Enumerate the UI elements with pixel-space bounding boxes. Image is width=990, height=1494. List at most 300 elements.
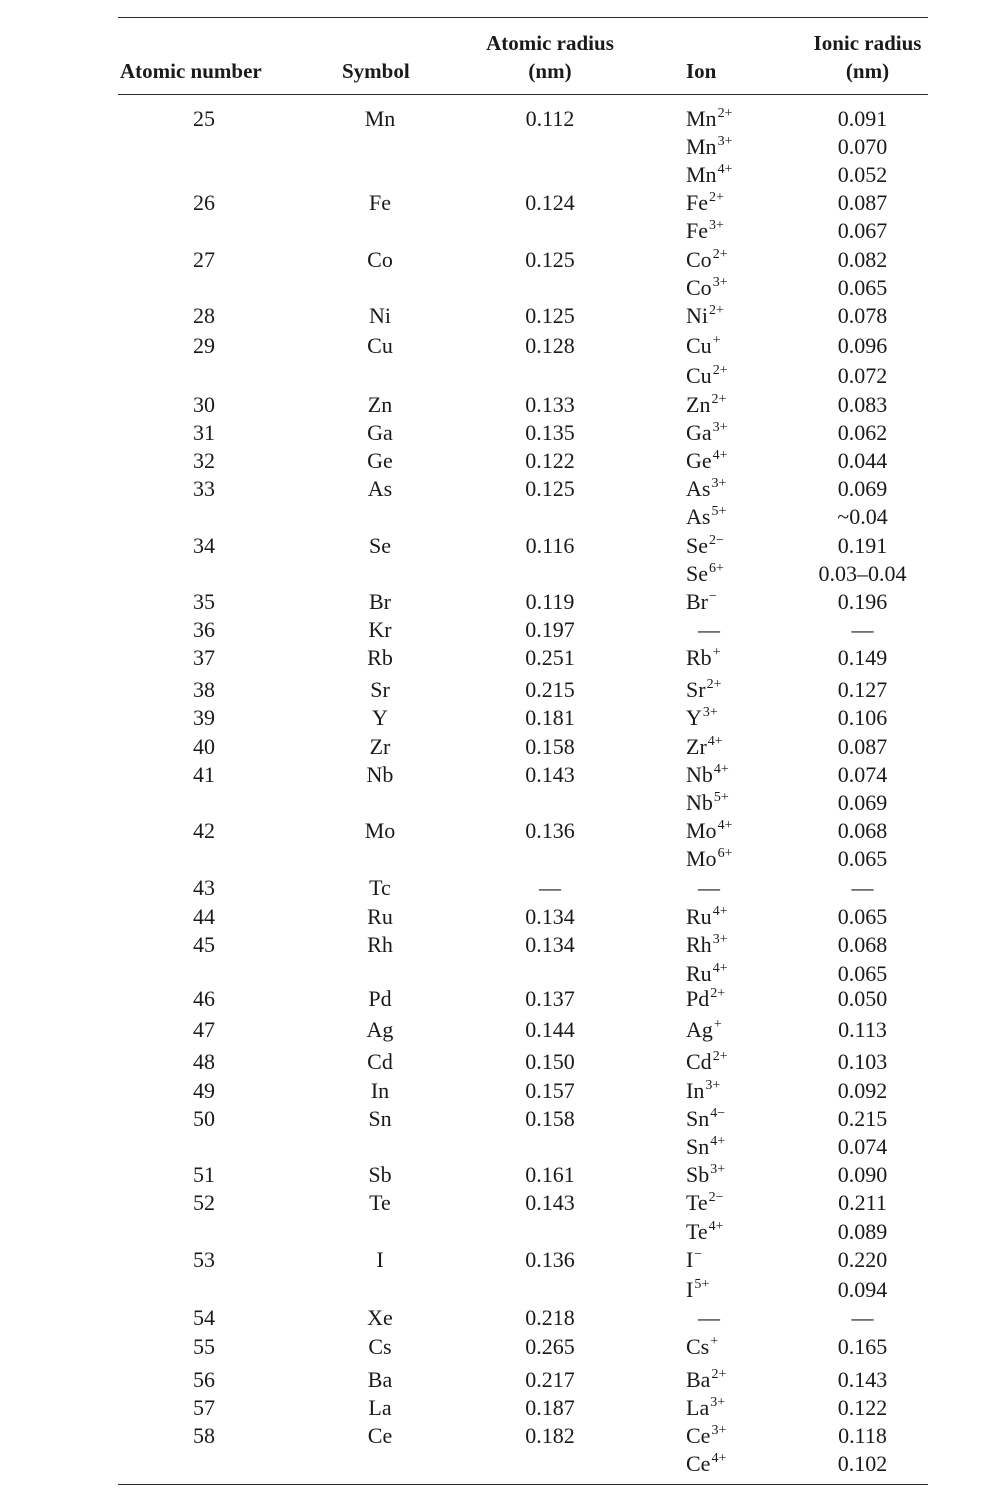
ion-charge: 2+ bbox=[712, 247, 728, 262]
atomic-radius-cell: 0.187 bbox=[525, 1395, 575, 1420]
atomic-radius-cell: 0.135 bbox=[525, 420, 575, 445]
atomic-radius-cell: 0.133 bbox=[525, 392, 575, 417]
header-atomic-radius-line1: Atomic radius bbox=[486, 31, 614, 55]
ion-charge: 2+ bbox=[717, 106, 733, 121]
ion-symbol: As bbox=[686, 504, 711, 529]
atomic-number-cell: 44 bbox=[193, 904, 215, 929]
header-ionic-radius bbox=[790, 29, 945, 85]
ion-cell bbox=[686, 986, 725, 1012]
ion-symbol: Ce bbox=[686, 1423, 711, 1448]
ion-cell bbox=[686, 392, 726, 418]
ionic-radius-cell: 0.122 bbox=[837, 1395, 888, 1420]
symbol-cell: As bbox=[367, 476, 393, 501]
atomic-radius-cell: 0.124 bbox=[525, 190, 575, 215]
ion-cell bbox=[686, 1049, 728, 1075]
ion-cell bbox=[686, 303, 724, 329]
atomic-radius-cell: 0.143 bbox=[525, 1190, 575, 1215]
atomic-radius-cell: 0.116 bbox=[525, 533, 575, 558]
atomic-number-cell: 37 bbox=[193, 645, 215, 670]
atomic-radius-cell: 0.215 bbox=[525, 677, 575, 702]
ionic-radius-cell: — bbox=[851, 875, 874, 900]
ion-cell bbox=[686, 1190, 724, 1216]
ion-cell bbox=[686, 1134, 725, 1160]
atomic-number-cell: 33 bbox=[193, 476, 215, 501]
atomic-number-cell: 56 bbox=[193, 1367, 215, 1392]
ion-charge: 3+ bbox=[702, 705, 718, 720]
atomic-radius-cell: — bbox=[539, 875, 561, 900]
ionic-radius-cell: 0.102 bbox=[837, 1451, 888, 1476]
ion-symbol: As bbox=[686, 476, 711, 501]
symbol-cell: Cd bbox=[367, 1049, 393, 1074]
ion-charge: 4+ bbox=[712, 904, 728, 919]
symbol-cell: In bbox=[370, 1078, 390, 1103]
ionic-radius-cell: 0.091 bbox=[837, 106, 888, 131]
ionic-radius-cell: 0.089 bbox=[837, 1219, 888, 1244]
ion-charge: 2+ bbox=[706, 677, 722, 692]
ionic-radius-cell: 0.069 bbox=[837, 476, 888, 501]
ionic-radius-cell: 0.062 bbox=[837, 420, 888, 445]
symbol-cell: Zr bbox=[369, 734, 391, 759]
ionic-radius-cell: 0.068 bbox=[837, 818, 888, 843]
symbol-cell: Ga bbox=[367, 420, 393, 445]
symbol-cell: Xe bbox=[367, 1305, 393, 1330]
ion-charge: 2− bbox=[709, 533, 724, 548]
header-ionic-radius-line2: (nm) bbox=[845, 59, 890, 83]
ion-symbol: Ru bbox=[686, 961, 712, 986]
ion-charge: + bbox=[712, 645, 721, 660]
symbol-cell: Sn bbox=[368, 1106, 392, 1131]
ionic-radius-cell: 0.074 bbox=[837, 762, 888, 787]
symbol-cell: Mo bbox=[364, 818, 396, 843]
ionic-radius-cell: 0.044 bbox=[837, 448, 888, 473]
ionic-radius-cell: 0.096 bbox=[837, 333, 888, 358]
ion-charge: 3+ bbox=[711, 1423, 727, 1438]
symbol-cell: La bbox=[368, 1395, 392, 1420]
ion-symbol: Pd bbox=[686, 986, 710, 1011]
ionic-radius-cell: 0.165 bbox=[837, 1334, 888, 1359]
ion-cell bbox=[686, 677, 721, 703]
ionic-radius-cell: 0.092 bbox=[837, 1078, 888, 1103]
ionic-radius-cell: 0.103 bbox=[837, 1049, 888, 1074]
ion-cell bbox=[686, 218, 724, 244]
ion-cell bbox=[686, 904, 728, 930]
ionic-radius-cell: 0.074 bbox=[837, 1134, 888, 1159]
ion-cell bbox=[686, 734, 723, 760]
atomic-number-cell: 42 bbox=[193, 818, 215, 843]
atomic-number-cell: 46 bbox=[193, 986, 215, 1011]
ion-cell bbox=[686, 247, 728, 273]
atomic-radius-cell: 0.128 bbox=[525, 333, 575, 358]
ion-cell bbox=[686, 333, 721, 359]
ion-charge: 4+ bbox=[717, 162, 733, 177]
ion-charge: 5+ bbox=[711, 504, 727, 519]
ion-symbol: Mn bbox=[686, 162, 717, 187]
ion-symbol: Mn bbox=[686, 134, 717, 159]
atomic-radius-cell: 0.143 bbox=[525, 762, 575, 787]
ion-charge: 3+ bbox=[710, 1162, 726, 1177]
atomic-number-cell: 52 bbox=[193, 1190, 215, 1215]
ion-cell bbox=[686, 275, 728, 301]
ion-cell bbox=[686, 762, 729, 788]
ion-symbol: I bbox=[686, 1277, 694, 1302]
ion-symbol: Mn bbox=[686, 106, 717, 131]
ion-symbol: I bbox=[686, 1247, 694, 1272]
atomic-radius-cell: 0.134 bbox=[525, 932, 575, 957]
atomic-radius-cell: 0.265 bbox=[525, 1334, 575, 1359]
ion-cell bbox=[686, 846, 732, 872]
ionic-radius-cell: 0.068 bbox=[837, 932, 888, 957]
ion-symbol: Zn bbox=[686, 392, 711, 417]
atomic-radius-cell: 0.137 bbox=[525, 986, 575, 1011]
ionic-radius-cell: 0.191 bbox=[837, 533, 888, 558]
ionic-radius-cell: ~0.04 bbox=[837, 504, 888, 529]
ion-cell bbox=[686, 106, 732, 132]
atomic-number-cell: 55 bbox=[193, 1334, 215, 1359]
ion-charge: − bbox=[694, 1247, 703, 1262]
symbol-cell: Cu bbox=[367, 333, 393, 358]
ion-symbol: Sn bbox=[686, 1134, 710, 1159]
ion-charge: 4+ bbox=[712, 961, 728, 976]
ion-cell bbox=[686, 476, 726, 502]
ion-cell bbox=[698, 875, 720, 901]
ionic-radius-cell: 0.052 bbox=[837, 162, 888, 187]
atomic-radius-cell: 0.134 bbox=[525, 904, 575, 929]
symbol-cell: Cs bbox=[368, 1334, 392, 1359]
atomic-number-cell: 48 bbox=[193, 1049, 215, 1074]
ion-charge: 6+ bbox=[717, 846, 733, 861]
ion-symbol: Se bbox=[686, 561, 708, 586]
ionic-radius-cell: 0.143 bbox=[837, 1367, 888, 1392]
symbol-cell: Rb bbox=[367, 645, 393, 670]
ion-charge: 6+ bbox=[709, 561, 724, 576]
ion-charge: 2+ bbox=[712, 363, 728, 378]
ion-cell bbox=[686, 1106, 725, 1132]
ionic-radius-cell: 0.082 bbox=[837, 247, 888, 272]
ion-cell bbox=[686, 932, 728, 958]
atomic-number-cell: 43 bbox=[193, 875, 215, 900]
ionic-radius-cell: 0.072 bbox=[837, 363, 888, 388]
symbol-cell: Tc bbox=[369, 875, 391, 900]
symbol-cell: Ni bbox=[369, 303, 391, 328]
atomic-radius-cell: 0.197 bbox=[525, 617, 575, 642]
header-atomic-radius-line2: (nm) bbox=[528, 59, 572, 83]
ion-cell bbox=[698, 617, 720, 643]
ion-cell bbox=[686, 561, 724, 587]
ion-charge: 2+ bbox=[712, 1049, 728, 1064]
ion-symbol: Y bbox=[686, 705, 702, 730]
atomic-number-cell: 53 bbox=[193, 1247, 215, 1272]
ion-charge: 2+ bbox=[709, 303, 724, 318]
ion-charge: 4+ bbox=[710, 1134, 726, 1149]
ion-symbol: Te bbox=[686, 1219, 708, 1244]
ion-symbol: Ru bbox=[686, 904, 712, 929]
atomic-radius-cell: 0.157 bbox=[525, 1078, 575, 1103]
ion-cell bbox=[686, 363, 728, 389]
atomic-number-cell: 45 bbox=[193, 932, 215, 957]
ion-symbol: Zr bbox=[686, 734, 707, 759]
ion-cell bbox=[686, 448, 728, 474]
atomic-radius-cell: 0.136 bbox=[525, 1247, 575, 1272]
ion-charge: 3+ bbox=[712, 275, 728, 290]
symbol-cell: Ce bbox=[367, 1423, 393, 1448]
ionic-radius-cell: 0.094 bbox=[837, 1277, 888, 1302]
ion-charge: 3+ bbox=[709, 218, 724, 233]
ion-charge: − bbox=[709, 589, 717, 604]
ion-cell bbox=[686, 1247, 702, 1273]
ion-charge: 5+ bbox=[694, 1277, 710, 1292]
ion-symbol: Mo bbox=[686, 846, 717, 871]
table-top-rule bbox=[118, 17, 928, 18]
ion-symbol: Sn bbox=[686, 1106, 710, 1131]
symbol-cell: Nb bbox=[366, 762, 394, 787]
ion-charge: 5+ bbox=[713, 790, 729, 805]
ion-cell bbox=[686, 818, 732, 844]
atomic-radius-cell: 0.158 bbox=[525, 734, 575, 759]
symbol-cell: Ge bbox=[367, 448, 393, 473]
symbol-cell: Ag bbox=[366, 1017, 394, 1042]
ion-symbol: Cu bbox=[686, 363, 712, 388]
atomic-number-cell: 30 bbox=[193, 392, 215, 417]
atomic-radius-cell: 0.251 bbox=[525, 645, 575, 670]
ion-symbol: Co bbox=[686, 247, 712, 272]
atomic-number-cell: 27 bbox=[193, 247, 215, 272]
atomic-radius-cell: 0.122 bbox=[525, 448, 575, 473]
ionic-radius-cell: 0.069 bbox=[837, 790, 888, 815]
symbol-cell: Co bbox=[367, 247, 393, 272]
ionic-radius-cell: 0.220 bbox=[837, 1247, 888, 1272]
ion-cell bbox=[686, 1334, 718, 1360]
ion-cell bbox=[686, 1367, 726, 1393]
ion-symbol: Ge bbox=[686, 448, 712, 473]
ionic-radius-cell: 0.070 bbox=[837, 134, 888, 159]
ion-charge: 4+ bbox=[711, 1451, 727, 1466]
ionic-radius-cell: 0.03–0.04 bbox=[818, 561, 907, 586]
ion-charge: + bbox=[712, 333, 721, 348]
ion-charge: 4+ bbox=[707, 734, 723, 749]
ion-cell bbox=[686, 1219, 724, 1245]
atomic-number-cell: 47 bbox=[193, 1017, 215, 1042]
ion-symbol: Nb bbox=[686, 762, 713, 787]
ion-symbol: Co bbox=[686, 275, 712, 300]
ion-symbol: Fe bbox=[686, 190, 708, 215]
ion-symbol: In bbox=[686, 1078, 705, 1103]
ion-cell bbox=[686, 589, 717, 615]
ion-cell bbox=[686, 162, 732, 188]
ion-symbol: — bbox=[698, 875, 720, 900]
ion-cell bbox=[686, 1277, 709, 1303]
ion-charge: 4+ bbox=[717, 818, 733, 833]
ion-charge: 3+ bbox=[705, 1078, 721, 1093]
header-ionic-radius-line1: Ionic radius bbox=[813, 31, 922, 55]
atomic-radius-cell: 0.158 bbox=[525, 1106, 575, 1131]
ion-cell bbox=[686, 1451, 726, 1477]
atomic-number-cell: 51 bbox=[193, 1162, 215, 1187]
ion-cell bbox=[686, 134, 732, 160]
atomic-number-cell: 31 bbox=[193, 420, 215, 445]
symbol-cell: Br bbox=[369, 589, 391, 614]
ionic-radius-cell: — bbox=[851, 617, 874, 642]
atomic-number-cell: 35 bbox=[193, 589, 215, 614]
ion-symbol: Ba bbox=[686, 1367, 711, 1392]
atomic-number-cell: 25 bbox=[193, 106, 215, 131]
ion-charge: 3+ bbox=[717, 134, 733, 149]
ion-symbol: Ga bbox=[686, 420, 712, 445]
atomic-radius-cell: 0.150 bbox=[525, 1049, 575, 1074]
symbol-cell: Ba bbox=[367, 1367, 393, 1392]
ionic-radius-cell: 0.065 bbox=[837, 961, 888, 986]
ion-symbol: Rh bbox=[686, 932, 712, 957]
ionic-radius-cell: 0.078 bbox=[837, 303, 888, 328]
atomic-number-cell: 36 bbox=[193, 617, 215, 642]
atomic-radius-cell: 0.161 bbox=[525, 1162, 575, 1187]
ion-cell bbox=[686, 1423, 726, 1449]
atomic-number-cell: 54 bbox=[193, 1305, 215, 1330]
ion-symbol: Ag bbox=[686, 1017, 713, 1042]
symbol-cell: Te bbox=[369, 1190, 391, 1215]
ionic-radius-cell: 0.065 bbox=[837, 904, 888, 929]
ion-charge: 3+ bbox=[711, 476, 727, 491]
ion-symbol: Mo bbox=[686, 818, 717, 843]
atomic-radius-cell: 0.181 bbox=[525, 705, 575, 730]
atomic-radius-cell: 0.218 bbox=[525, 1305, 575, 1330]
ionic-radius-cell: 0.196 bbox=[837, 589, 888, 614]
atomic-radius-cell: 0.125 bbox=[525, 476, 575, 501]
atomic-number-cell: 34 bbox=[193, 533, 215, 558]
table-bottom-rule bbox=[118, 1484, 928, 1485]
header-atomic-number: Atomic number bbox=[120, 59, 262, 83]
symbol-cell: Pd bbox=[368, 986, 392, 1011]
ionic-radius-cell: 0.211 bbox=[838, 1190, 887, 1215]
atomic-radius-cell: 0.217 bbox=[525, 1367, 575, 1392]
ion-charge: + bbox=[713, 1017, 722, 1032]
ionic-radius-cell: 0.065 bbox=[837, 275, 888, 300]
atomic-radius-cell: 0.119 bbox=[525, 589, 575, 614]
ionic-radius-cell: 0.083 bbox=[837, 392, 888, 417]
ionic-radius-cell: 0.149 bbox=[837, 645, 888, 670]
ion-symbol: Fe bbox=[686, 218, 708, 243]
ion-cell bbox=[686, 420, 728, 446]
ion-charge: 2+ bbox=[709, 190, 724, 205]
ion-cell bbox=[686, 790, 729, 816]
ionic-radius-cell: 0.106 bbox=[837, 705, 888, 730]
atomic-number-cell: 38 bbox=[193, 677, 215, 702]
ion-symbol: Cu bbox=[686, 333, 712, 358]
ion-symbol: — bbox=[698, 1305, 720, 1330]
ionic-radius-cell: 0.090 bbox=[837, 1162, 888, 1187]
ion-symbol: — bbox=[698, 617, 720, 642]
ion-charge: 4+ bbox=[713, 762, 729, 777]
ionic-radius-cell: 0.127 bbox=[837, 677, 888, 702]
atomic-number-cell: 41 bbox=[193, 762, 215, 787]
ionic-radius-cell: 0.215 bbox=[837, 1106, 888, 1131]
symbol-cell: Fe bbox=[369, 190, 391, 215]
atomic-radius-cell: 0.182 bbox=[525, 1423, 575, 1448]
ion-cell bbox=[686, 705, 718, 731]
ion-charge: 3+ bbox=[710, 1395, 726, 1410]
ion-symbol: Sr bbox=[686, 677, 706, 702]
ion-symbol: Br bbox=[686, 589, 708, 614]
symbol-cell: Zn bbox=[367, 392, 393, 417]
symbol-cell: Kr bbox=[368, 617, 392, 642]
symbol-cell: Sb bbox=[368, 1162, 392, 1187]
atomic-number-cell: 29 bbox=[193, 333, 215, 358]
ionic-radius-cell: 0.113 bbox=[838, 1017, 887, 1042]
ion-charge: 2+ bbox=[710, 986, 726, 1001]
ion-cell bbox=[698, 1305, 720, 1331]
atomic-radius-cell: 0.112 bbox=[525, 106, 575, 131]
atomic-number-cell: 28 bbox=[193, 303, 215, 328]
header-ion: Ion bbox=[686, 59, 717, 83]
ion-symbol: Se bbox=[686, 533, 708, 558]
atomic-number-cell: 40 bbox=[193, 734, 215, 759]
ion-charge: + bbox=[710, 1334, 719, 1349]
ion-charge: 2+ bbox=[711, 392, 727, 407]
ionic-radius-cell: 0.087 bbox=[837, 734, 888, 759]
ion-symbol: La bbox=[686, 1395, 710, 1420]
ionic-radius-cell: 0.065 bbox=[837, 846, 888, 871]
ion-cell bbox=[686, 1162, 725, 1188]
ion-cell bbox=[686, 961, 728, 987]
atomic-number-cell: 50 bbox=[193, 1106, 215, 1131]
ion-cell bbox=[686, 504, 726, 530]
ion-cell bbox=[686, 645, 721, 671]
ion-cell bbox=[686, 1078, 720, 1104]
atomic-number-cell: 26 bbox=[193, 190, 215, 215]
table-header-rule bbox=[118, 94, 928, 95]
ion-charge: 4+ bbox=[712, 448, 728, 463]
atomic-radius-cell: 0.125 bbox=[525, 247, 575, 272]
atomic-number-cell: 32 bbox=[193, 448, 215, 473]
ion-symbol: Ni bbox=[686, 303, 708, 328]
ionic-radius-cell: — bbox=[851, 1305, 874, 1330]
symbol-cell: Rh bbox=[367, 932, 393, 957]
atomic-radius-cell: 0.144 bbox=[525, 1017, 575, 1042]
symbol-cell: Y bbox=[372, 705, 388, 730]
ion-charge: 3+ bbox=[712, 932, 728, 947]
atomic-radius-cell: 0.136 bbox=[525, 818, 575, 843]
ion-charge: 4+ bbox=[708, 1219, 724, 1234]
atomic-number-cell: 58 bbox=[193, 1423, 215, 1448]
ionic-radius-cell: 0.118 bbox=[838, 1423, 887, 1448]
ion-charge: 3+ bbox=[712, 420, 728, 435]
atomic-number-cell: 57 bbox=[193, 1395, 215, 1420]
ion-cell bbox=[686, 190, 724, 216]
ion-symbol: Rb bbox=[686, 645, 712, 670]
ion-charge: 2+ bbox=[711, 1367, 727, 1382]
ion-cell bbox=[686, 533, 724, 559]
atomic-number-cell: 49 bbox=[193, 1078, 215, 1103]
ion-symbol: Cs bbox=[686, 1334, 710, 1359]
ionic-radius-cell: 0.050 bbox=[837, 986, 888, 1011]
ion-cell bbox=[686, 1395, 725, 1421]
symbol-cell: Sr bbox=[370, 677, 390, 702]
symbol-cell: Ru bbox=[367, 904, 393, 929]
ionic-radius-cell: 0.087 bbox=[837, 190, 888, 215]
header-symbol: Symbol bbox=[342, 59, 410, 83]
ion-cell bbox=[686, 1017, 722, 1043]
header-atomic-radius bbox=[470, 29, 630, 85]
symbol-cell: Se bbox=[369, 533, 391, 558]
ion-charge: 4− bbox=[710, 1106, 726, 1121]
symbol-cell: I bbox=[376, 1247, 384, 1272]
ion-symbol: Sb bbox=[686, 1162, 710, 1187]
ion-symbol: Te bbox=[686, 1190, 708, 1215]
symbol-cell: Mn bbox=[364, 106, 396, 131]
atomic-number-cell: 39 bbox=[193, 705, 215, 730]
ion-symbol: Cd bbox=[686, 1049, 712, 1074]
atomic-radius-cell: 0.125 bbox=[525, 303, 575, 328]
ion-symbol: Ce bbox=[686, 1451, 711, 1476]
